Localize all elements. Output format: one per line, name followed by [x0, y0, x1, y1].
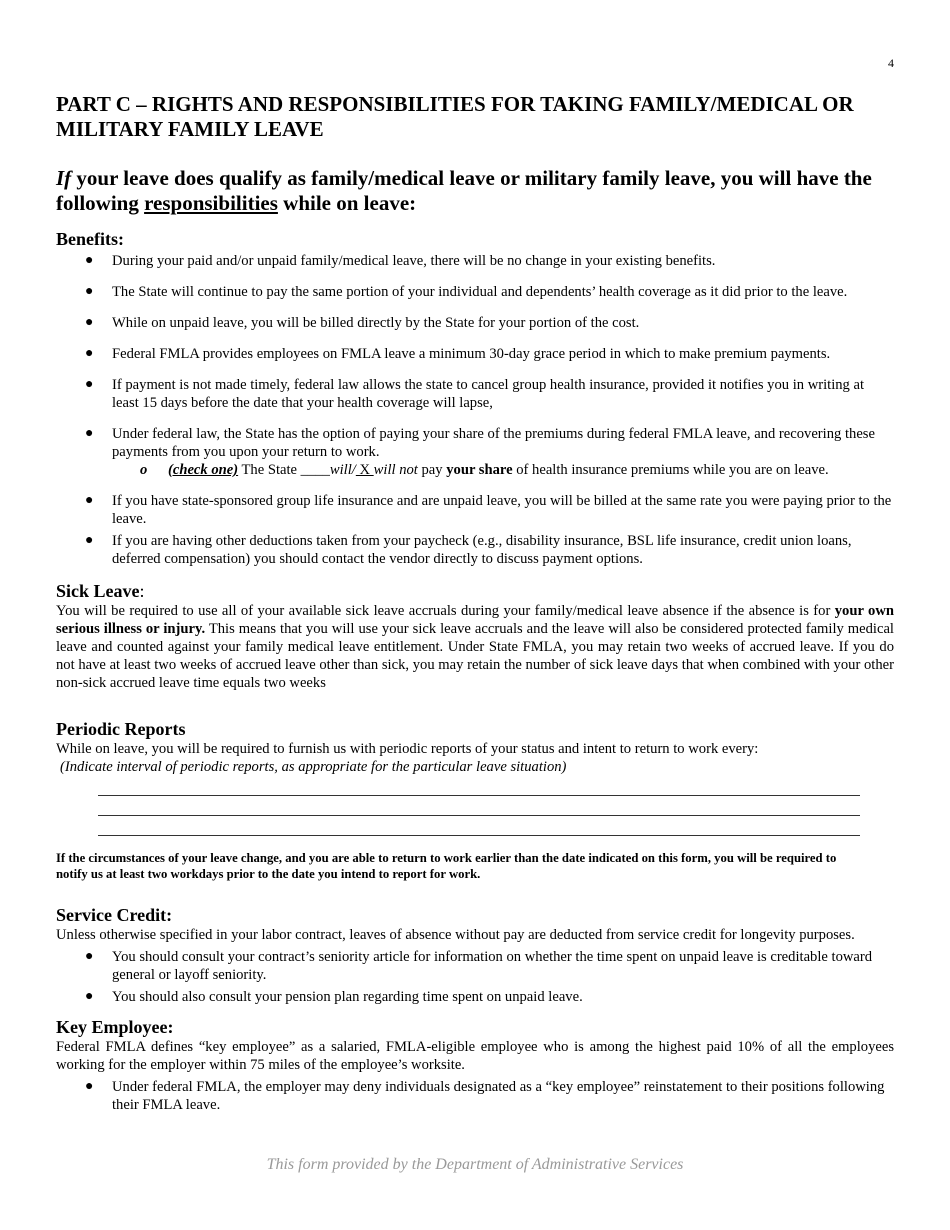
blank-line[interactable] — [98, 796, 860, 816]
bullet-icon: ● — [85, 346, 94, 361]
list-item: ● Under federal FMLA, the employer may deny individuals designated as a “key employee” reinstatement to their positions following their FMLA leave. — [85, 1079, 885, 1113]
bullet-icon: ● — [85, 426, 94, 441]
bullet-icon: ● — [85, 989, 94, 1004]
will-not-checkmark: X — [355, 462, 374, 478]
page-number: 4 — [888, 56, 894, 70]
footer-note: This form provided by the Department of Administrative Services — [266, 1156, 684, 1173]
service-credit-list — [56, 948, 894, 1006]
bullet-icon: ● — [85, 377, 94, 392]
bullet-icon: ● — [85, 949, 94, 964]
list-item: ● If payment is not made timely, federal law allows the state to cancel group health insurance, provided it notifies you in writing at least 15 days before the date that your health coverage will lapse, — [85, 377, 865, 411]
will-blank: ____ — [300, 462, 330, 478]
bullet-icon: ● — [85, 253, 94, 268]
list-item: ● You should consult your contract’s seniority article for information on whether the time spent on unpaid leave is creditable toward general or layoff seniority. — [85, 949, 873, 983]
premium-check-list — [56, 461, 894, 479]
benefits-list — [56, 252, 894, 568]
key-employee-text: Federal FMLA defines “key employee” as a salaried, FMLA-eligible employee who is among the highest paid 10% of all the employees working for the employer within 75 miles of the employee’s worksite. — [56, 1039, 894, 1073]
list-item: ● You should also consult your pension plan regarding time spent on unpaid leave. — [85, 989, 583, 1005]
bullet-icon: ● — [85, 284, 94, 299]
service-credit-heading: Service Credit: — [56, 905, 173, 925]
bullet-icon: ● — [85, 533, 94, 548]
premium-check-item: o (check one) The State ____will/ X will not pay your share of health insurance premiums while you are on leave. — [140, 462, 829, 478]
benefits-heading: Benefits: — [56, 229, 124, 249]
content — [56, 92, 894, 1114]
sick-leave-heading: Sick Leave: — [56, 581, 145, 601]
periodic-reports-text: While on leave, you will be required to furnish us with periodic reports of your status and intent to return to work every: — [56, 741, 759, 757]
list-item: ● If you are having other deductions taken from your paycheck (e.g., disability insurance, BSL life insurance, credit union loans, deferred compensation) you should contact the vendor directly to discuss payment options. — [85, 533, 852, 567]
periodic-reports-instruction: (Indicate interval of periodic reports, as appropriate for the particular leave situation) — [60, 759, 567, 775]
list-item: ● During your paid and/or unpaid family/medical leave, there will be no change in your existing benefits. — [85, 253, 716, 269]
list-item: ● Federal FMLA provides employees on FMLA leave a minimum 30-day grace period in which to make premium payments. — [85, 346, 831, 362]
periodic-reports-heading: Periodic Reports — [56, 719, 186, 739]
circle-bullet-icon: o — [140, 462, 148, 478]
blank-line[interactable] — [98, 776, 860, 796]
bullet-icon: ● — [85, 1079, 94, 1094]
return-early-notice: If the circumstances of your leave change, and you are able to return to work earlier than the date indicated on this form, you will be required to notify us at least two workdays prior to the date you intend to report for work. — [56, 851, 837, 881]
part-c-title: PART C – RIGHTS AND RESPONSIBILITIES FOR TAKING FAMILY/MEDICAL OR MILITARY FAMILY LEAVE — [56, 92, 854, 141]
key-employee-heading: Key Employee: — [56, 1017, 174, 1037]
bullet-icon: ● — [85, 315, 94, 330]
report-interval-blanks[interactable] — [98, 776, 860, 836]
list-item: ● The State will continue to pay the same portion of your individual and dependents’ health coverage as it did prior to the leave. — [85, 284, 848, 300]
responsibilities-heading: If your leave does qualify as family/medical leave or military family leave, you will have the following responsibilities while on leave: — [56, 166, 872, 215]
list-item: ● Under federal law, the State has the option of paying your share of the premiums during federal FMLA leave, and recovering these payments from you upon your return to work. o (check one) The State ____will/ X will not pay your share of health insurance premiums while you are on leave. — [56, 425, 894, 479]
list-item: ● If you have state-sponsored group life insurance and are unpaid leave, you will be billed at the same rate you were paying prior to the leave. — [85, 493, 892, 527]
check-one-label: (check one) — [168, 462, 239, 478]
bullet-icon: ● — [85, 493, 94, 508]
service-credit-text: Unless otherwise specified in your labor contract, leaves of absence without pay are deducted from service credit for longevity purposes. — [56, 927, 855, 943]
sick-leave-text: You will be required to use all of your available sick leave accruals during your family/medical leave absence if the absence is for your own serious illness or injury. This means that you will use your sick leave accruals and the leave will also be considered protected family medical leave and counted against your family medical leave entitlement. Under State FMLA, you may retain two weeks of accrued leave. If you do not have at least two weeks of accrued leave other than sick, you may retain the number of sick leave days that when combined with your other non-sick accrued leave time equals two weeks — [56, 603, 895, 691]
key-employee-list — [56, 1078, 894, 1114]
blank-line[interactable] — [98, 816, 860, 836]
list-item: ● While on unpaid leave, you will be billed directly by the State for your portion of the cost. — [85, 315, 640, 331]
